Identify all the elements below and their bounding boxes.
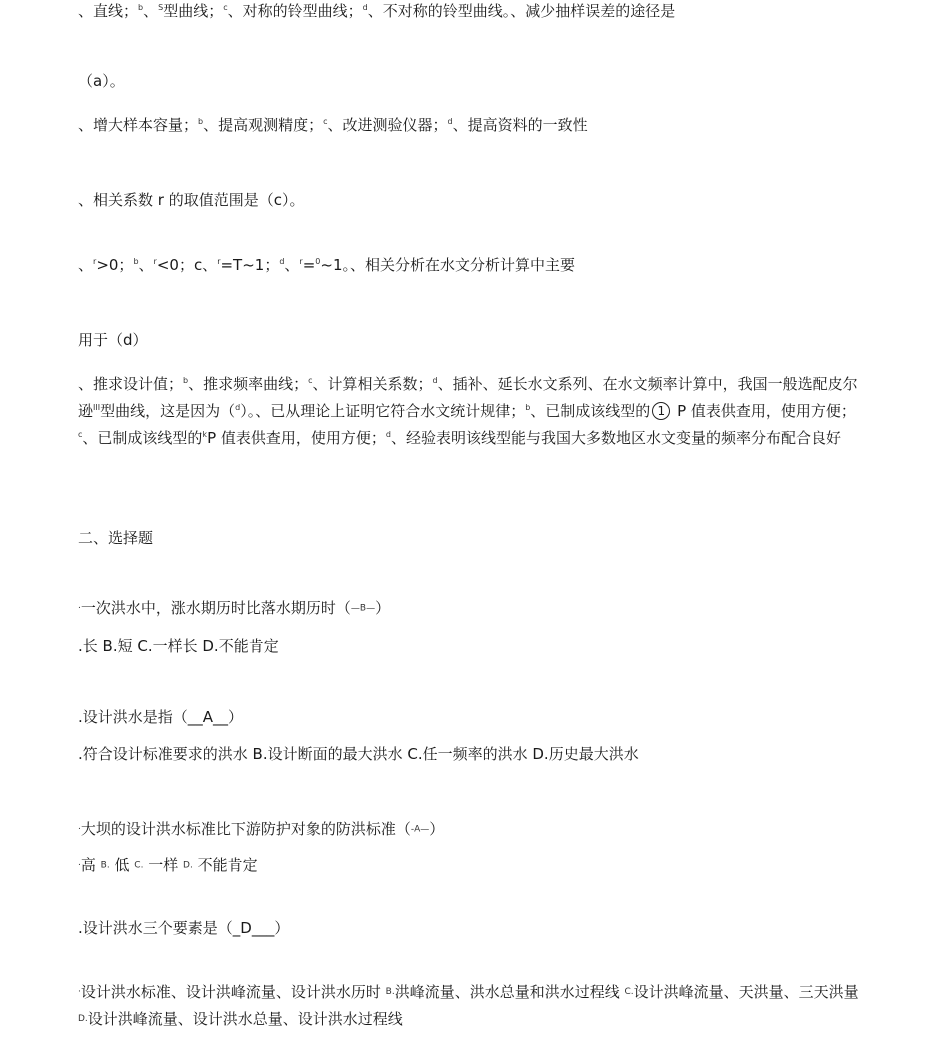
text: P 值表供查用，使用方便； [672, 402, 856, 420]
option-mark: B. [385, 987, 395, 997]
option-b: 低 [114, 856, 130, 874]
sampling-options-line [78, 115, 588, 135]
option-mark: b [138, 3, 144, 12]
circled-number: 1 [652, 402, 670, 420]
option-mark: S [158, 3, 164, 12]
bullet: · [78, 987, 81, 997]
bullet: · [78, 603, 81, 614]
option-mark: d [362, 3, 368, 12]
sep: 、 [138, 256, 154, 274]
q2-question: .设计洪水是指（__A__） [78, 708, 244, 726]
option-a: 、增大样本容量； [78, 116, 199, 134]
bullet: · [78, 824, 81, 835]
option-b: 洪峰流量、洪水总量和洪水过程线 [394, 983, 620, 1001]
option-mark: r [93, 257, 97, 266]
option-mark: d [279, 257, 285, 266]
bullet: · [78, 860, 81, 871]
q3-question [78, 819, 444, 840]
q3-text: 大坝的设计洪水标准比下游防护对象的防洪标准（ [80, 820, 411, 838]
option-b: 、提高观测精度； [203, 116, 324, 134]
sep: 、 [78, 256, 94, 274]
option-b: <0；c、 [156, 256, 218, 274]
option-a: 高 [80, 856, 96, 874]
option-b: 型曲线； [163, 2, 224, 20]
answer-mark: -A— [410, 824, 430, 835]
option-mark: b [133, 257, 139, 266]
option-mark: c [223, 3, 228, 12]
r-range-question: 、相关系数 r 的取值范围是（c）。 [78, 191, 305, 209]
q4-options [78, 979, 868, 1033]
option-mark: b [198, 117, 204, 126]
option-d: 设计洪峰流量、设计洪水总量、设计洪水过程线 [87, 1010, 403, 1028]
q3-end: ） [429, 820, 445, 838]
text: 、经验表明该线型能与我国大多数地区水文变量的频率分布配合良好 [390, 429, 841, 447]
text: 型曲线，这是因为（ [100, 402, 236, 420]
option-mark: 0 [315, 257, 321, 266]
analysis-used-line: 用于（d） [78, 331, 148, 349]
option-c: =T~1； [220, 256, 280, 274]
option-mark: r [217, 257, 221, 266]
option-c: 、改进测验仪器； [327, 116, 448, 134]
option-d: 、提高资料的一致性 [452, 116, 588, 134]
option-d: = [302, 256, 316, 274]
option-c: 一样 [148, 856, 179, 874]
q1-text: 一次洪水中，涨水期历时比落水期历时（ [80, 599, 351, 617]
sep: 、 [284, 256, 300, 274]
text: 、推求设计值； [78, 375, 184, 393]
frequency-paragraph [78, 371, 868, 452]
option-mark: b [183, 376, 189, 385]
option-mark: B. [100, 860, 110, 871]
option-mark: D. [183, 860, 193, 871]
q1-options: .长 B.短 C.一样长 D.不能肯定 [78, 637, 279, 655]
answer-mark: —B— [350, 603, 376, 614]
option-mark: r [299, 257, 303, 266]
option-mark: c [78, 430, 83, 439]
text: 、已制成该线型的 [82, 429, 203, 447]
q4-question: .设计洪水三个要素是（_D___） [78, 919, 290, 937]
option-mark: b [525, 403, 531, 412]
text: 、推求频率曲线； [188, 375, 309, 393]
answer-line: （a）。 [78, 72, 125, 90]
option-mark: D. [78, 1014, 88, 1024]
option-mark: r [153, 257, 157, 266]
option-d: 、不对称的铃型曲线。、减少抽样误差的途径是 [367, 2, 676, 20]
text: 、已制成该线型的 [530, 402, 651, 420]
option-mark: d [235, 403, 241, 412]
q2-options: .符合设计标准要求的洪水 B.设计断面的最大洪水 C.任一频率的洪水 D.历史最大洪水 [78, 745, 639, 763]
option-mark: C. [624, 987, 634, 997]
text: 、插补、延长水文系列、在水文频率计算中，我国一般选配皮尔逊 [78, 375, 858, 420]
option-mark: c [308, 376, 313, 385]
option-b-sep: 、 [143, 2, 159, 20]
text: 、计算相关系数； [312, 375, 433, 393]
q3-options [78, 855, 258, 876]
option-mark: d [432, 376, 438, 385]
option-c: 、对称的铃型曲线； [227, 2, 363, 20]
option-a: >0； [96, 256, 134, 274]
r-options-line [78, 255, 575, 275]
text: P 值表供查用，使用方便； [207, 429, 386, 447]
option-a: 、直线； [78, 2, 139, 20]
option-mark: III [93, 403, 101, 412]
option-mark: d [385, 430, 391, 439]
option-mark: C. [134, 860, 144, 871]
option-c: 设计洪峰流量、天洪量、三天洪量 [633, 983, 859, 1001]
section-title: 二、选择题 [78, 529, 154, 547]
text: ）。、已从理论上证明它符合水文统计规律； [240, 402, 526, 420]
option-mark: c [323, 117, 328, 126]
option-a: 设计洪水标准、设计洪峰流量、设计洪水历时 [80, 983, 381, 1001]
option-d-end: ~1。、相关分析在水文分析计算中主要 [320, 256, 576, 274]
q1-question [78, 598, 390, 619]
option-mark: k [202, 430, 208, 439]
option-d: 不能肯定 [197, 856, 258, 874]
option-mark: d [447, 117, 453, 126]
q1-end: ） [375, 599, 391, 617]
curve-options-line [78, 1, 675, 21]
